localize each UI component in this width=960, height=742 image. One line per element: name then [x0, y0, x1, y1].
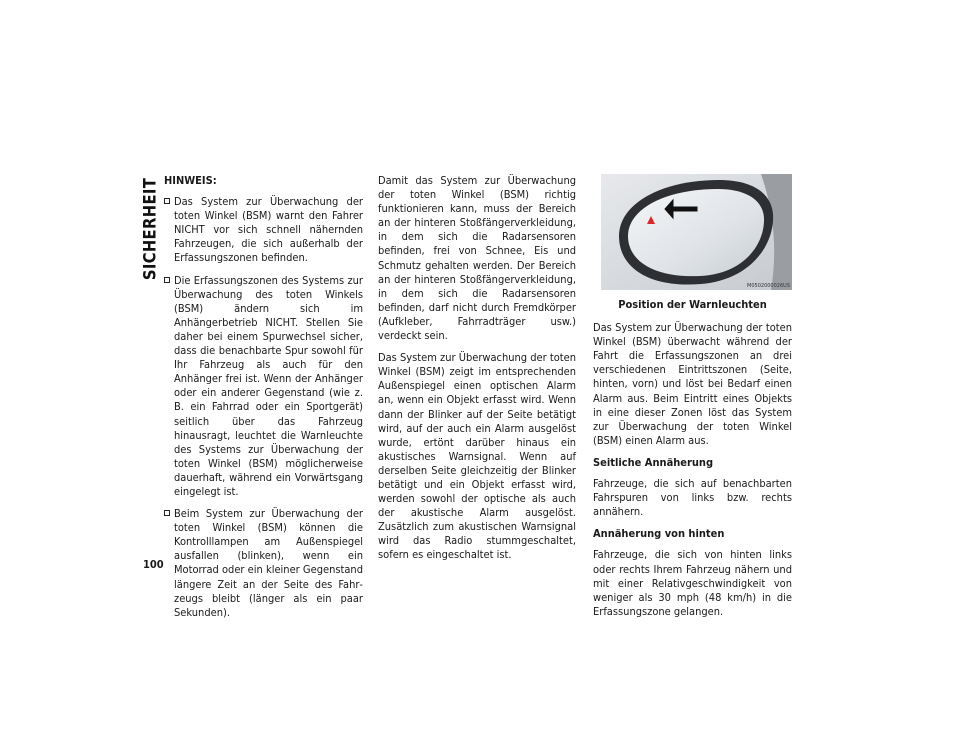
paragraph: Fahrzeuge, die sich auf benachbarten Fahrspuren von links bzw. rechts annähern.: [593, 477, 792, 519]
figure-code: M0502000026US: [747, 283, 790, 289]
subheading: Seitliche Annäherung: [593, 455, 714, 469]
note-item-text: Beim System zur Überwachung der toten Winkel (BSM) können die Kontrolllampen am Außenspiegel ausfallen (blinken), wenn ein Motorrad oder ein kleiner Gegenstand längere Zeit an der Seite des Fahrzeugs bleibt (länger als ein paar Sekunden).: [174, 507, 363, 619]
checkbox-bullet-icon: [164, 198, 170, 204]
note-item-text: Das System zur Überwachung der toten Winkel (BSM) warnt den Fahrer NICHT vor sich schnell nähernden Fahrzeugen, die sich außerhalb der Erfassungszonen befinden.: [174, 195, 363, 265]
section-tab-label: SICHERHEIT: [140, 177, 159, 281]
paragraph: Damit das System zur Überwachung der toten Winkel (BSM) richtig funktionieren kann, muss der Bereich an der hinteren Stoßfängerverkleidung, in dem sich die Radarsensoren befinden, frei von Schnee, Eis und Schmutz gehalten werden. Der Bereich an der hinteren Stoßfängerverkleidung, in dem sich die Radarsensoren befinden, darf nicht durch Fremdkörper (Aufkleber, Fahrradträger usw.) verdeckt sein.: [378, 174, 576, 343]
mirror-figure: [601, 174, 792, 290]
paragraph: Das System zur Überwachung der toten Winkel (BSM) überwacht während der Fahrt die Erfassungszonen an drei verschiedenen Eintrittszonen (Seite, hinten, vorn) und löst bei Bedarf einen Alarm aus. Beim Eintritt eines Objekts in eine dieser Zonen löst das System zur Überwachung der toten Winkel (BSM) einen Alarm aus.: [593, 321, 792, 447]
figure-caption: Position der Warnleuchten: [618, 298, 767, 311]
subheading: Annäherung von hinten: [593, 527, 725, 541]
note-label: HINWEIS:: [164, 174, 217, 187]
paragraph: Fahrzeuge, die sich von hinten links oder rechts Ihrem Fahrzeug nähern und mit einer Relativgeschwindigkeit von weniger als 30 mph (48 km/h) in die Erfassungszone gelangen.: [593, 548, 792, 618]
page-number: 100: [143, 558, 164, 571]
right-column: [593, 298, 792, 627]
note-item: [164, 274, 363, 500]
middle-column: [378, 174, 576, 571]
left-column: [164, 174, 363, 628]
note-list: [164, 195, 363, 620]
checkbox-bullet-icon: [164, 277, 170, 283]
note-item: [164, 507, 363, 620]
side-mirror-icon: [601, 174, 792, 290]
note-item: [164, 195, 363, 265]
note-item-text: Die Erfassungszonen des Systems zur Überwachung des toten Winkels (BSM) ändern sich im Anhängerbetrieb NICHT. Stellen Sie daher bei einem Spurwechsel sicher, dass die benachbarte Spur sowohl für Ihr Fahrzeug als auch für den Anhänger frei ist. Wenn der Anhänger oder ein anderer Gegenstand (wie z. B. ein Fahrrad oder ein Sportgerät) seitlich über das Fahrzeug hinausragt, leuchtet die Warnleuchte des Systems zur Überwachung der toten Winkel (BSM) möglicherweise dauerhaft, während ein Vorwärtsgang eingelegt ist.: [174, 273, 363, 498]
paragraph: Das System zur Überwachung der toten Winkel (BSM) zeigt im entsprechenden Außenspiegel einen optischen Alarm an, wenn ein Objekt erfasst wird. Wenn dann der Blinker auf der Seite betätigt wird, auf der auch ein Alarm ausgelöst wurde, ertönt darüber hinaus ein akustisches Warnsignal. Wenn auf derselben Seite gleichzeitig der Blinker betätigt und ein Objekt erfasst wird, werden sowohl der optische als auch der akustische Alarm ausgelöst. Zusätzlich zum akustischen Warnsignal wird das Radio stummgeschaltet, sofern es eingeschaltet ist.: [378, 351, 576, 562]
section-tab: [141, 172, 158, 286]
checkbox-bullet-icon: [164, 510, 170, 516]
